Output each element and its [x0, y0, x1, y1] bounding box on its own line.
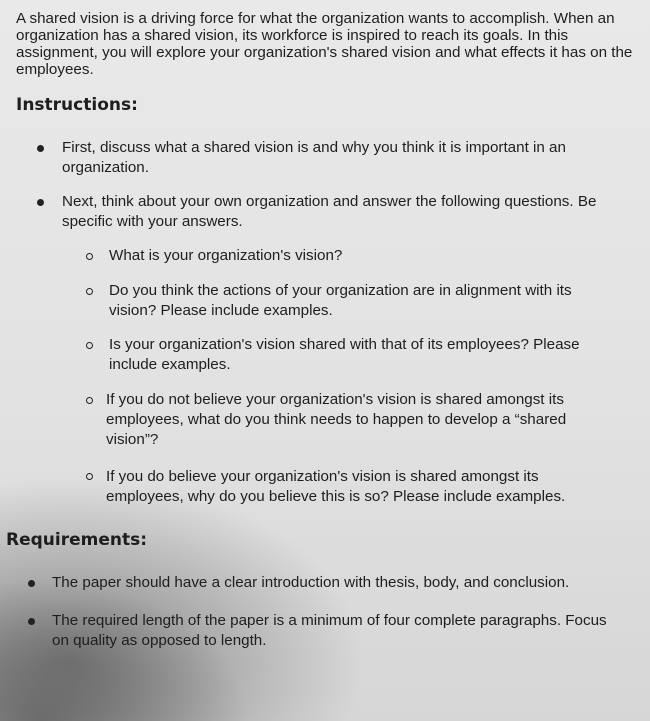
bullet-icon [37, 199, 44, 206]
question-item-5: If you do believe your organization's vision is shared amongst its employees, why do you believe this is so? Please include examples. [106, 468, 566, 505]
question-item-3: Is your organization's vision shared with that of its employees? Please include examples. [109, 336, 580, 373]
circle-bullet-icon [86, 397, 93, 404]
question-item-1: What is your organization's vision? [109, 247, 343, 264]
question-item-2: Do you think the actions of your organization are in alignment with its vision? Please include examples. [109, 282, 572, 319]
circle-bullet-icon [86, 473, 93, 480]
instruction-item-2: Next, think about your own organization and answer the following questions. Be specific with your answers. [62, 193, 597, 230]
bullet-icon [28, 618, 35, 625]
intro-paragraph: A shared vision is a driving force for what the organization wants to accomplish. When an organization has a shared vision, its workforce is inspired to reach its goals. In this assignment, you will explore your organization's shared vision and what effects it has on the employees. [16, 10, 633, 78]
bullet-icon [37, 145, 44, 152]
instructions-heading: Instructions: [16, 95, 138, 115]
requirement-item-1: The paper should have a clear introduction with thesis, body, and conclusion. [52, 574, 570, 591]
instruction-item-1: First, discuss what a shared vision is and why you think it is important in an organization. [62, 139, 566, 176]
requirement-item-2: The required length of the paper is a minimum of four complete paragraphs. Focus on quality as opposed to length. [52, 612, 607, 649]
circle-bullet-icon [86, 342, 93, 349]
bullet-icon [28, 580, 35, 587]
circle-bullet-icon [86, 253, 93, 260]
circle-bullet-icon [86, 288, 93, 295]
question-item-4: If you do not believe your organization's vision is shared amongst its employees, what do you think needs to happen to develop a “shared vision”? [106, 391, 567, 448]
requirements-heading: Requirements: [6, 530, 148, 550]
